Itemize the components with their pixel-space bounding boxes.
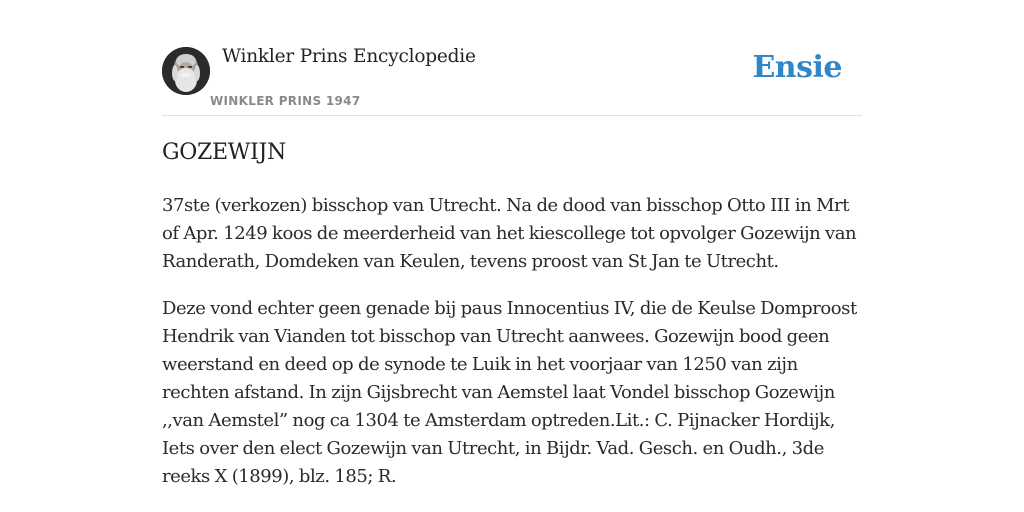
source-header xyxy=(162,0,862,116)
article-body xyxy=(162,192,862,510)
article-paragraph-1: 37ste (verkozen) bisschop van Utrecht. Na de dood van bisschop Otto III in Mrt of Apr. 1249 koos de meerderheid van het kiescollege tot opvolger Gozewijn van Randerath, Domdeken van Keulen, tevens proost van St Jan te Utrecht. xyxy=(162,195,857,272)
article-headword: GOZEWIJN xyxy=(162,140,286,165)
article-paragraph-2: Deze vond echter geen genade bij paus Innocentius IV, die de Keulse Domproost Hendrik van Vianden tot bisschop van Utrecht aanwees. Gozewijn bood geen weerstand en deed op de synode te Luik in het voorjaar van 1250 van zijn rechten afstand. In zijn Gijsbrecht van Aemstel laat Vondel bisschop Gozewijn ,,van Aemstel” nog ca 1304 te Amsterdam optreden.Lit.: C. Pijnacker Hordijk, Iets over den elect Gozewijn van Utrecht, in Bijdr. Vad. Gesch. en Oudh., 3de reeks X (1899), blz. 185; R. xyxy=(162,298,857,487)
page xyxy=(162,0,862,487)
ensie-logo-link[interactable]: Ensie xyxy=(752,50,842,85)
source-subtitle[interactable]: WINKLER PRINS 1947 xyxy=(210,94,361,108)
bearded-man-portrait-icon xyxy=(162,47,210,95)
avatar[interactable] xyxy=(162,47,210,95)
source-title[interactable]: Winkler Prins Encyclopedie xyxy=(222,46,476,67)
